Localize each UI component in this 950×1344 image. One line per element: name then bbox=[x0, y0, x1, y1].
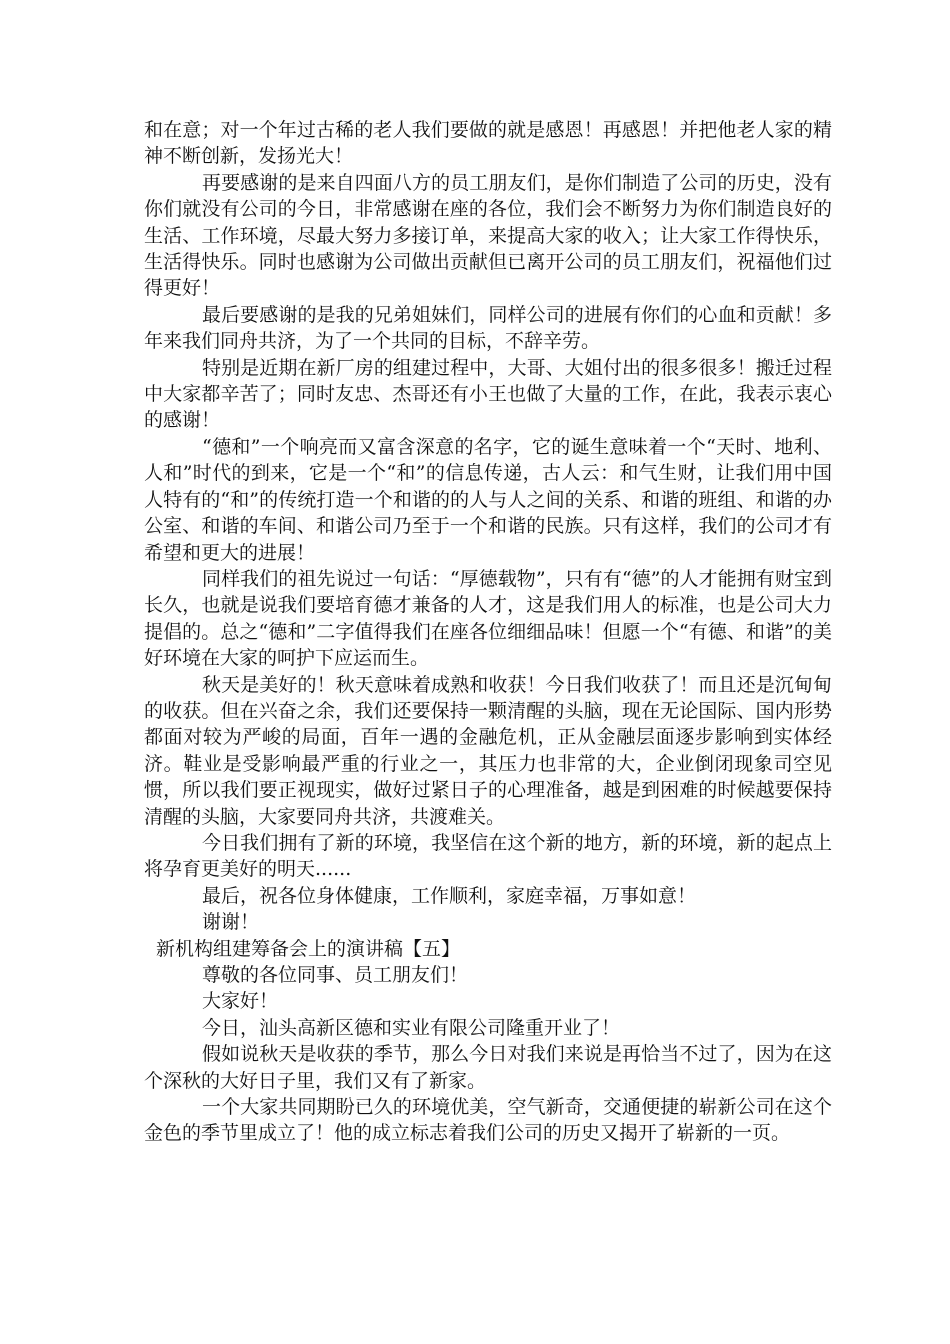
paragraph-16: 一个大家共同期盼已久的环境优美，空气新奇，交通便捷的崭新公司在这个金色的季节里成立了！他的成立标志着我们公司的历史又揭开了崭新的一页。 bbox=[144, 1096, 832, 1145]
paragraph-12: 尊敬的各位同事、员工朋友们！ bbox=[202, 964, 469, 986]
paragraph-2: 再要感谢的是来自四面八方的员工朋友们，是你们制造了公司的历史，没有你们就没有公司的今日，非常感谢在座的各位，我们会不断努力为你们制造良好的生活、工作环境，尽最大努力多接订单，来提高大家的收入；让大家工作得快乐，生活得快乐。同时也感谢为公司做出贡献但已离开公司的员工朋友们，祝福他们过得更好！ bbox=[144, 171, 832, 300]
paragraph-13: 大家好！ bbox=[202, 990, 279, 1013]
paragraph-5: “德和”一个响亮而又富含深意的名字，它的诞生意味着一个“天时、地利、人和”时代的到来，它是一个“和”的信息传递，古人云：和气生财，让我们用中国人特有的“和”的传统打造一个和谐的的人与人之间的关系、和谐的班组、和谐的办公室、和谐的车间、和谐公司乃至于一个和谐的民族。只有这样，我们的公司才有希望和更大的进展！ bbox=[144, 435, 832, 564]
paragraph-3: 最后要感谢的是我的兄弟姐妹们，同样公司的进展有你们的心血和贡献！多年来我们同舟共济，为了一个共同的目标，不辞辛劳。 bbox=[144, 303, 832, 353]
paragraph-1: 和在意；对一个年过古稀的老人我们要做的就是感恩！再感恩！并把他老人家的精神不断创新，发扬光大！ bbox=[144, 119, 832, 168]
section-heading: 新机构组建筹备会上的演讲稿【五】 bbox=[156, 937, 461, 960]
paragraph-4: 特别是近期在新厂房的组建过程中，大哥、大姐付出的很多很多！搬迁过程中大家都辛苦了；同时友忠、杰哥还有小王也做了大量的工作，在此，我表示衷心的感谢！ bbox=[144, 356, 832, 432]
paragraph-10: 谢谢！ bbox=[202, 911, 260, 934]
paragraph-8: 今日我们拥有了新的环境，我坚信在这个新的地方，新的环境，新的起点上将孕育更美好的明天...... bbox=[144, 831, 832, 881]
paragraph-9: 最后，祝各位身体健康，工作顺利，家庭幸福，万事如意！ bbox=[202, 884, 697, 907]
paragraph-6: 同样我们的祖先说过一句话：“厚德载物”，只有有“德”的人才能拥有财宝到长久，也就是说我们要培育德才兼备的人才，这是我们用人的标准，也是公司大力提倡的。总之“德和”二字值得我们在座各位细细品味！但愿一个“有德、和谐”的美好环境在大家的呵护下应运而生。 bbox=[144, 567, 832, 670]
paragraph-7: 秋天是美好的！秋天意味着成熟和收获！今日我们收获了！而且还是沉甸甸的收获。但在兴奋之余，我们还要保持一颗清醒的头脑，现在无论国际、国内形势都面对较为严峻的局面，百年一遇的金融危机，正从金融层面逐步影响到实体经济。鞋业是受影响最严重的行业之一，其压力也非常的大，企业倒闭现象司空见惯，所以我们要正视现实，做好过紧日子的心理准备，越是到困难的时候越要保持清醒的头脑，大家要同舟共济，共渡难关。 bbox=[144, 673, 832, 828]
paragraph-15: 假如说秋天是收获的季节，那么今日对我们来说是再恰当不过了，因为在这个深秋的大好日子里，我们又有了新家。 bbox=[144, 1043, 832, 1092]
paragraph-14: 今日，汕头高新区德和实业有限公司隆重开业了！ bbox=[202, 1016, 621, 1039]
